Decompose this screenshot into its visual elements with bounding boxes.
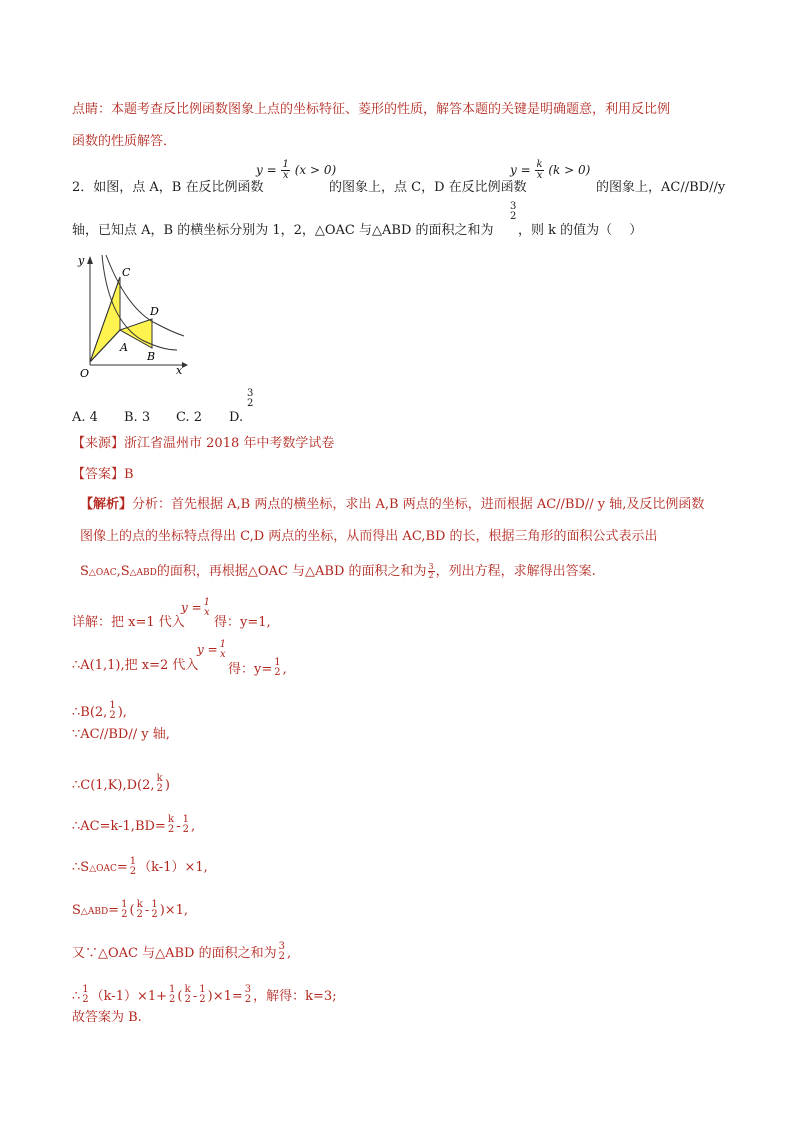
detail-step-8: S△ABD= 1 2 ( k 2 - 1 2 )×1, (72, 899, 189, 920)
comment-line-1: 点睛：本题考查反比例函数图象上点的坐标特征、菱形的性质，解答本题的关键是明确题意，利用反比例 (72, 102, 671, 117)
question-text-2: 的图象上，点 C，D 在反比例函数 (329, 180, 527, 195)
question-line-2-end: ，则 k 的值为（ ） (518, 223, 643, 238)
label-y: y (78, 254, 85, 267)
label-x: x (176, 364, 183, 377)
label-a: A (120, 341, 128, 354)
formula-1-fraction: $\frac{1}{x}$ (282, 159, 289, 181)
detail-step-4: ∵AC//BD// y 轴, (72, 727, 170, 742)
label-d: D (150, 305, 159, 318)
detail-step-2-result: 得：y= 1 2 , (228, 657, 287, 678)
comment-line-2: 函数的性质解答． (72, 134, 177, 149)
question-line-2: 轴，已知点 A，B 的横坐标分别为 1，2，△OAC 与△ABD 的面积之和为 (72, 223, 494, 238)
option-c: C. 2 (176, 410, 203, 425)
x-axis-arrow (182, 362, 188, 368)
detail-step-3: ∴B(2, 1 2 ), (72, 700, 127, 721)
analysis-line-3: S△OAC,S△ABD的面积，再根据△OAC 与△ABD 的面积之和为 $\frac{3}{2}$ ，列出方程，求解得出答案. (80, 562, 596, 580)
question-text-3: 的图象上，AC//BD//y (596, 180, 726, 195)
formula-1-condition: (x > 0) (294, 163, 337, 177)
function-graph-figure (72, 250, 192, 380)
detail-step-7: ∴S△OAC= 1 2 （k-1）×1, (72, 856, 208, 877)
question-line-1 (72, 180, 263, 196)
analysis-line-1: 【解析】分析：首先根据 A,B 两点的横坐标，求出 A,B 两点的坐标，进而根据 AC//BD// y 轴,及反比例函数 (80, 497, 705, 512)
option-b: B. 3 (124, 410, 151, 425)
detail-step-1: 详解：把 x=1 代入 (72, 615, 185, 630)
option-d: D. (229, 410, 244, 425)
detail-step-1-result: 得：y=1, (214, 615, 271, 630)
analysis-line-2: 图像上的点的坐标特点得出 C,D 两点的坐标，从而得出 AC,BD 的长，根据三角形的面积公式表示出 (80, 529, 658, 544)
detail-step-11: 故答案为 B. (72, 1010, 142, 1025)
y-axis-arrow (87, 256, 93, 264)
detail-step-9: 又∵△OAC 与△ABD 的面积之和为 3 2 , (72, 941, 292, 962)
label-b: B (147, 350, 156, 363)
answer-text: B (124, 467, 134, 482)
formula-2-fraction: $\frac{k}{x}$ (536, 159, 543, 181)
option-a: A. 4 (72, 410, 98, 425)
formula-2-condition: (k > 0) (548, 163, 591, 177)
question-text-1: 2．如图，点 A，B 在反比例函数 (72, 180, 264, 195)
answer-line (72, 467, 134, 483)
detail-step-2: ∴A(1,1),把 x=2 代入 (72, 658, 199, 673)
question-fraction-3-2: 3 2 (510, 200, 517, 222)
source-label: 【来源】 (72, 436, 125, 451)
source-text: 浙江省温州市 2018 年中考数学试卷 (124, 436, 335, 451)
formula-1 (256, 160, 336, 181)
analysis-label: 【解析】 (80, 497, 133, 512)
detail-step-10: ∴ 1 2 （k-1）×1+ 1 2 ( k 2 - 1 2 )×1= 3 2 ，解得：k=3; (72, 984, 337, 1005)
formula-1-lhs: y = (256, 163, 277, 177)
detail-step-6: ∴AC=k-1,BD= k 2 - 1 2 , (72, 814, 196, 835)
answer-label: 【答案】 (72, 467, 125, 482)
formula-2-lhs: y = (510, 163, 531, 177)
formula-2 (510, 160, 590, 181)
label-c: C (122, 266, 131, 279)
label-o: O (80, 367, 90, 380)
detail-step-2-formula: y = 1 x (197, 639, 227, 660)
source-line (72, 436, 334, 452)
option-d-fraction: 3 2 (247, 387, 254, 409)
detail-step-1-formula: y = 1 x (181, 597, 211, 618)
detail-step-5: ∴C(1,K),D(2, k 2 ) (72, 773, 170, 794)
